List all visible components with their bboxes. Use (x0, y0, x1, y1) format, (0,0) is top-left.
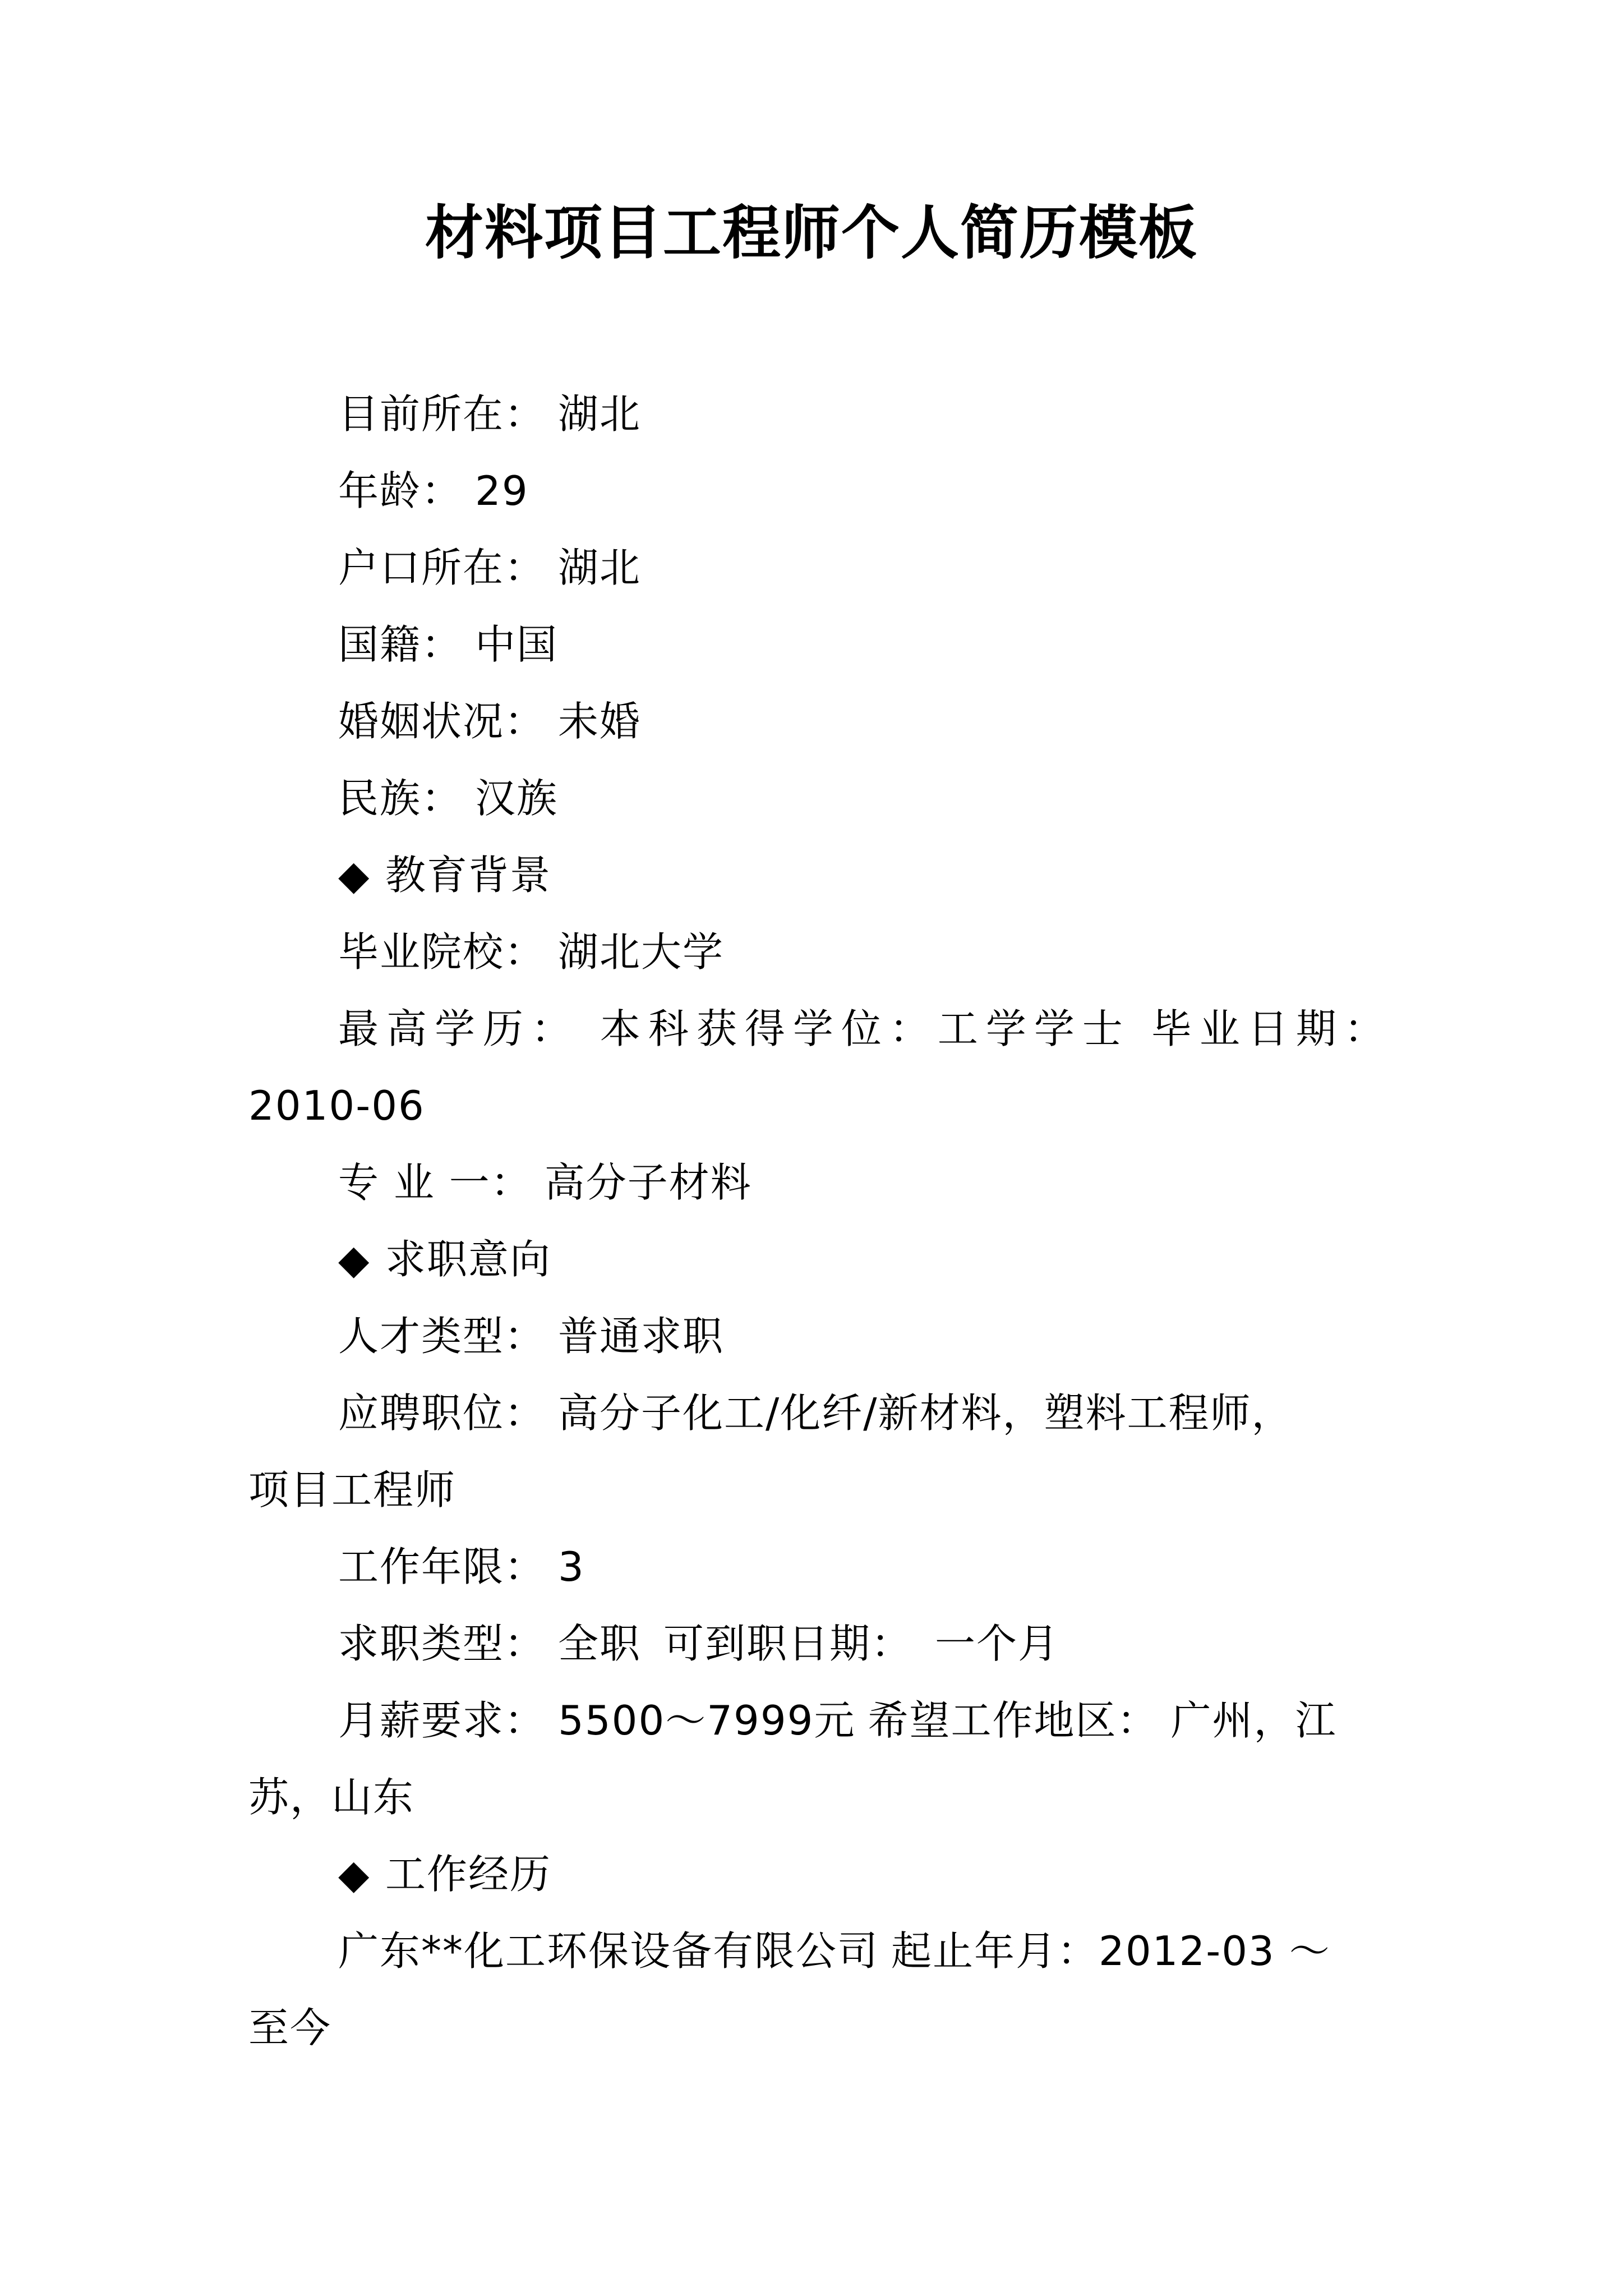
field-period-cont: 至今 (248, 2004, 332, 2051)
field-location-value: 湖北 (558, 390, 642, 438)
field-hukou-label: 户口所在： (338, 544, 546, 591)
field-position-label: 应聘职位： (338, 1389, 546, 1437)
field-major (248, 1144, 1381, 1221)
experience-heading-text: 工作经历 (385, 1851, 552, 1898)
field-marital (248, 683, 1381, 760)
field-position-cont: 项目工程师 (248, 1466, 457, 1513)
field-nationality-value: 中国 (475, 621, 559, 668)
field-age-value: 29 (475, 467, 529, 514)
field-marital-label: 婚姻状况： (338, 698, 546, 745)
field-available-value: 一个月 (935, 1620, 1060, 1667)
field-period-label: 起止年月： (891, 1927, 1099, 1975)
resume-body (248, 376, 1393, 2067)
field-ethnicity (248, 760, 1381, 837)
field-salary-label: 月薪要求： (338, 1697, 546, 1744)
section-experience-heading (248, 1836, 1381, 1913)
field-age (248, 453, 1381, 530)
field-available-label: 可到职日期： (663, 1620, 913, 1667)
field-nationality-label: 国籍： (338, 621, 463, 668)
diamond-bullet-icon: ◆ (338, 1236, 371, 1283)
field-school-label: 毕业院校： (338, 928, 546, 976)
field-graduation-date: 2010-06 (248, 1082, 425, 1129)
field-major-label: 专 业 一： (338, 1159, 532, 1206)
field-hukou-value: 湖北 (558, 544, 642, 591)
field-work-years (248, 1529, 1381, 1605)
field-ethnicity-value: 汉族 (475, 775, 559, 822)
field-hukou (248, 530, 1381, 606)
field-major-value: 高分子材料 (544, 1159, 752, 1206)
field-age-label: 年龄： (338, 467, 463, 514)
field-talent-label: 人才类型： (338, 1313, 546, 1360)
field-years-label: 工作年限： (338, 1543, 546, 1590)
field-salary-value: 5500～7999元 (558, 1697, 856, 1744)
field-salary (248, 1682, 1381, 1759)
field-region-label: 希望工作地区： (868, 1697, 1159, 1744)
diamond-bullet-icon: ◆ (338, 852, 371, 899)
field-jobtype-value: 全职 (558, 1620, 642, 1667)
field-degree-line: 最高学历： 本科获得学位：工学学士 毕业日期： (338, 1005, 1393, 1052)
diamond-bullet-icon: ◆ (338, 1851, 371, 1898)
field-marital-value: 未婚 (558, 698, 642, 745)
field-location-label: 目前所在： (338, 390, 546, 438)
field-school-value: 湖北大学 (558, 928, 725, 976)
field-company-name: 广东**化工环保设备有限公司 (338, 1927, 879, 1975)
education-heading-text: 教育背景 (385, 852, 552, 899)
section-education-heading (248, 837, 1381, 914)
field-years-value: 3 (558, 1543, 585, 1590)
field-location (248, 376, 1381, 453)
field-period-value: 2012-03 ～ (1099, 1927, 1331, 1975)
field-job-type (248, 1605, 1381, 1682)
field-degree (248, 991, 1393, 1068)
section-intent-heading (248, 1221, 1381, 1298)
field-position-value: 高分子化工/化纤/新材料，塑料工程师， (558, 1389, 1293, 1437)
intent-heading-text: 求职意向 (385, 1236, 552, 1283)
field-jobtype-label: 求职类型： (338, 1620, 546, 1667)
field-ethnicity-label: 民族： (338, 775, 463, 822)
field-company (248, 1913, 1381, 1990)
field-region-value: 广州，江 (1170, 1697, 1337, 1744)
field-nationality (248, 606, 1381, 683)
field-region-cont: 苏，山东 (248, 1774, 415, 1821)
document-title: 材料项目工程师个人简历模板 (425, 198, 1198, 267)
field-school (248, 914, 1381, 991)
field-talent-type (248, 1298, 1381, 1375)
field-talent-value: 普通求职 (558, 1313, 725, 1360)
field-position (248, 1375, 1381, 1452)
